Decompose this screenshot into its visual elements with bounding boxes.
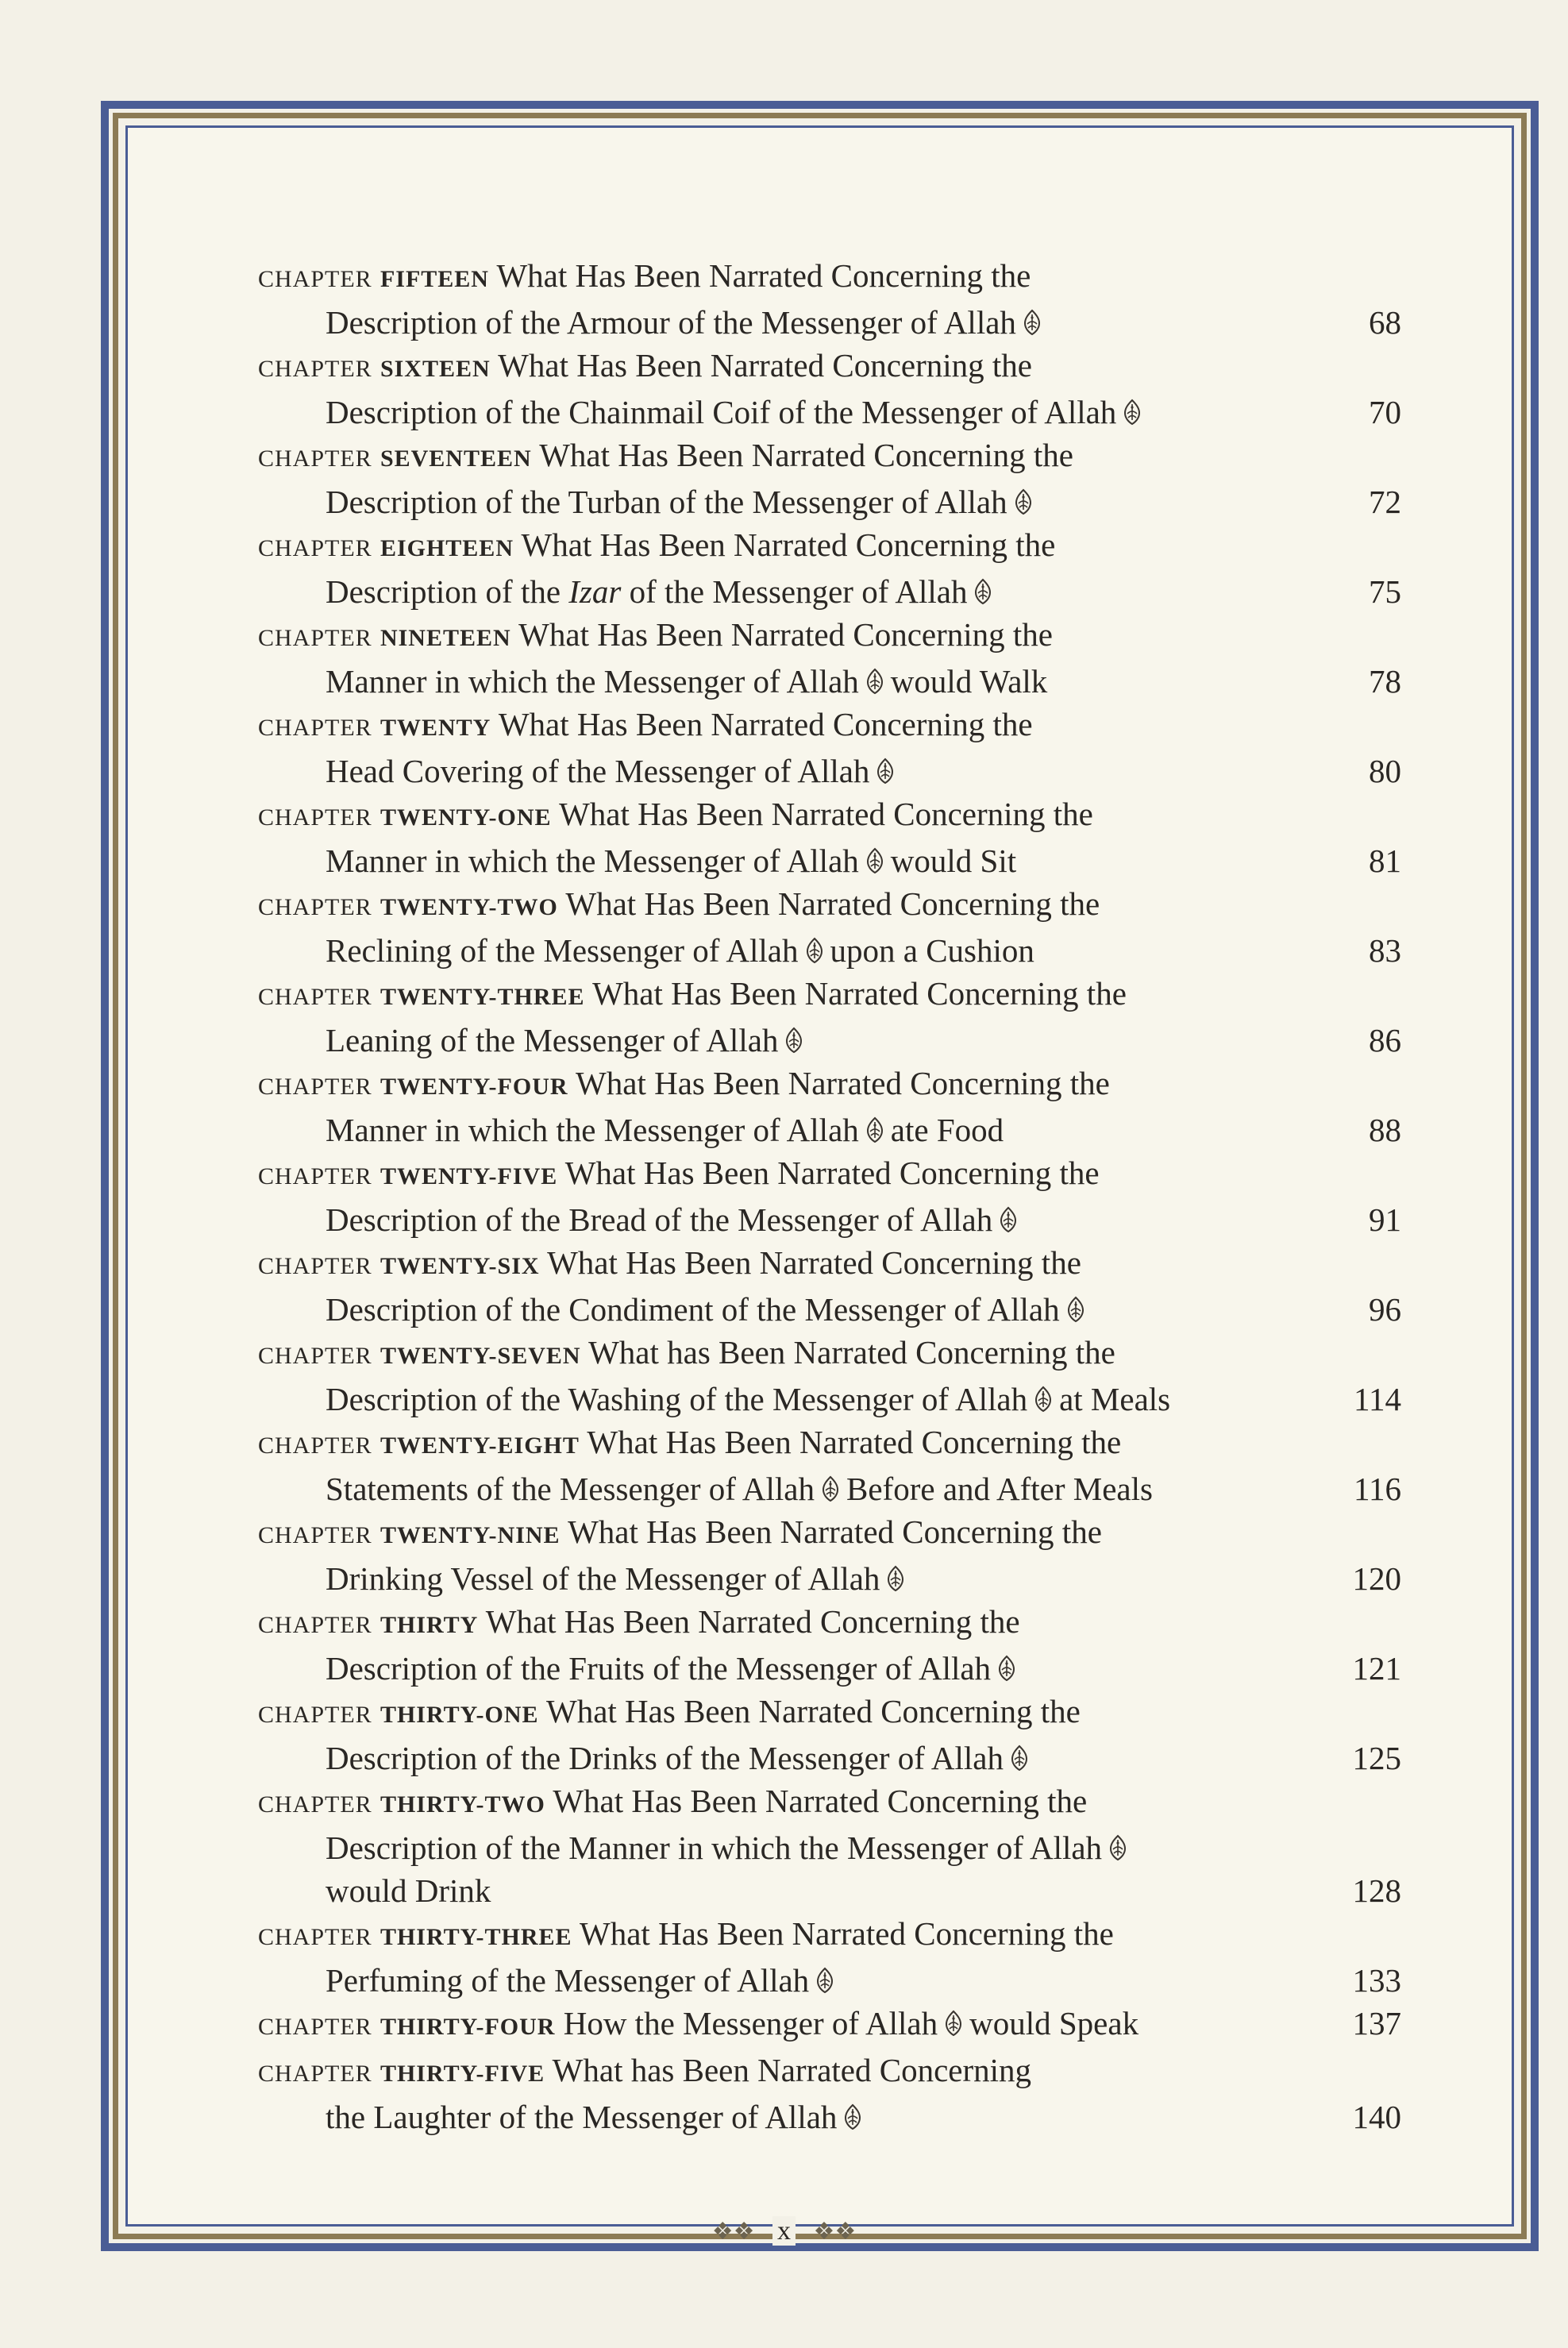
- chapter-number: TWENTY-FOUR: [379, 1074, 568, 1100]
- chapter-title-text: Description of the Manner in which the Messenger of Allah: [326, 1829, 1103, 1866]
- page-number: x: [772, 2216, 796, 2246]
- chapter-title-text: would Sit: [890, 842, 1017, 879]
- chapter-label: CHAPTER: [258, 1612, 372, 1638]
- chapter-number: TWENTY-THREE: [379, 984, 585, 1010]
- honorific-symbol-icon: [840, 2103, 865, 2131]
- chapter-title-text: Drinking Vessel of the Messenger of Allah: [326, 1560, 880, 1597]
- chapter-title-line: [258, 839, 1401, 882]
- honorific-symbol-icon: [996, 1205, 1021, 1234]
- chapter-title-text: Manner in which the Messenger of Allah: [326, 842, 859, 879]
- chapter-number: THIRTY: [379, 1612, 479, 1638]
- toc-entry[interactable]: [258, 1151, 1401, 1241]
- chapter-label: CHAPTER: [258, 1791, 372, 1818]
- chapter-title-text: Before and After Meals: [846, 1471, 1153, 1507]
- chapter-number: TWENTY-NINE: [379, 1522, 561, 1548]
- honorific-symbol-icon: [1007, 1744, 1032, 1772]
- chapter-heading-line: [258, 523, 1401, 570]
- page-number: 83: [1369, 932, 1401, 969]
- chapter-heading-line: [258, 792, 1401, 839]
- page-number: 125: [1352, 1740, 1401, 1776]
- page-number: 72: [1369, 484, 1401, 520]
- honorific-symbol-icon: [818, 1475, 843, 1503]
- chapter-title: What Has Been Narrated Concerning the: [539, 437, 1074, 473]
- chapter-number: EIGHTEEN: [379, 535, 514, 561]
- chapter-title: What Has Been Narrated Concerning the: [564, 1155, 1100, 1191]
- toc-entry[interactable]: [258, 2002, 1401, 2049]
- chapter-title: What has Been Narrated Concerning: [552, 2052, 1032, 2088]
- honorific-symbol-icon: [941, 2009, 966, 2038]
- page-number: 114: [1354, 1381, 1401, 1417]
- chapter-number: THIRTY-FIVE: [379, 2061, 545, 2087]
- chapter-title-text: Manner in which the Messenger of Allah: [326, 663, 859, 700]
- chapter-title-line: [258, 1288, 1401, 1331]
- chapter-heading-line: [258, 1151, 1401, 1198]
- chapter-label: CHAPTER: [258, 1253, 372, 1279]
- chapter-title-continued: would Speak: [969, 2005, 1139, 2041]
- chapter-title-text: Description of the: [326, 573, 569, 610]
- chapter-title-text: Description of the Armour of the Messenger of Allah: [326, 304, 1016, 341]
- chapter-title: What has Been Narrated Concerning the: [588, 1334, 1115, 1371]
- honorific-symbol-icon: [1019, 308, 1045, 337]
- toc-entry[interactable]: [258, 792, 1401, 882]
- toc-entry[interactable]: [258, 613, 1401, 703]
- chapter-number: SEVENTEEN: [379, 445, 532, 472]
- chapter-number: TWENTY-FIVE: [379, 1163, 558, 1189]
- chapter-label: CHAPTER: [258, 535, 372, 561]
- page-number: 121: [1352, 1650, 1401, 1687]
- toc-entry[interactable]: [258, 1912, 1401, 2002]
- honorific-symbol-icon: [994, 1654, 1019, 1683]
- page-number: 88: [1369, 1112, 1401, 1148]
- chapter-title: What Has Been Narrated Concerning the: [496, 257, 1031, 294]
- chapter-title-text: ate Food: [890, 1112, 1004, 1148]
- chapter-heading-line: [258, 972, 1401, 1019]
- chapter-title-text: Perfuming of the Messenger of Allah: [326, 1962, 810, 1999]
- chapter-title: What Has Been Narrated Concerning the: [568, 1513, 1102, 1550]
- chapter-title-line: [258, 1826, 1401, 1869]
- chapter-title-line: [258, 1198, 1401, 1241]
- toc-entry[interactable]: [258, 972, 1401, 1062]
- toc-entry[interactable]: [258, 1690, 1401, 1779]
- page-number: 133: [1352, 1962, 1401, 1999]
- chapter-title: What Has Been Narrated Concerning the: [553, 1783, 1088, 1819]
- chapter-heading-line: [258, 1690, 1401, 1737]
- chapter-heading-line: [258, 1331, 1401, 1378]
- chapter-title: What Has Been Narrated Concerning the: [576, 1065, 1110, 1101]
- page-number: 128: [1352, 1872, 1401, 1909]
- chapter-title-line: [258, 301, 1401, 344]
- toc-entry[interactable]: [258, 1779, 1401, 1912]
- chapter-title-line: [258, 391, 1401, 434]
- chapter-title-text: would Drink: [326, 1872, 491, 1909]
- chapter-label: CHAPTER: [258, 1163, 372, 1189]
- honorific-symbol-icon: [1105, 1833, 1131, 1862]
- chapter-label: CHAPTER: [258, 2061, 372, 2087]
- toc-entry[interactable]: [258, 344, 1401, 434]
- chapter-title: What Has Been Narrated Concerning the: [498, 706, 1033, 742]
- chapter-title-line: [258, 2095, 1401, 2138]
- chapter-number: NINETEEN: [379, 625, 511, 651]
- chapter-number: THIRTY-FOUR: [379, 2014, 556, 2040]
- page-number: 120: [1352, 1560, 1401, 1597]
- page-number: 78: [1369, 663, 1401, 700]
- page-number: 140: [1352, 2099, 1401, 2135]
- chapter-title: What Has Been Narrated Concerning the: [485, 1603, 1020, 1640]
- chapter-number: TWENTY: [379, 715, 491, 741]
- chapter-title-text: Description of the Washing of the Messenger of Allah: [326, 1381, 1028, 1417]
- chapter-title: What Has Been Narrated Concerning the: [498, 347, 1032, 384]
- chapter-title-text: Description of the Drinks of the Messenger of Allah: [326, 1740, 1004, 1776]
- chapter-label: CHAPTER: [258, 1074, 372, 1100]
- chapter-title-line: [258, 1959, 1401, 2002]
- chapter-label: CHAPTER: [258, 1924, 372, 1950]
- chapter-title: What Has Been Narrated Concerning the: [592, 975, 1127, 1012]
- chapter-label: CHAPTER: [258, 356, 372, 382]
- toc-entry[interactable]: [258, 254, 1401, 344]
- chapter-number: TWENTY-TWO: [379, 894, 558, 920]
- chapter-title-text: would Walk: [890, 663, 1048, 700]
- chapter-heading-line: [258, 1600, 1401, 1647]
- chapter-title-line: [258, 1019, 1401, 1062]
- page-number: 81: [1369, 842, 1401, 879]
- chapter-heading-line: [258, 882, 1401, 929]
- chapter-title: What Has Been Narrated Concerning the: [580, 1915, 1114, 1952]
- chapter-title-text: Head Covering of the Messenger of Allah: [326, 753, 870, 789]
- toc-entry[interactable]: [258, 1510, 1401, 1600]
- honorific-symbol-icon: [802, 936, 827, 965]
- chapter-title-line: [258, 1737, 1401, 1779]
- toc-entry[interactable]: [258, 1331, 1401, 1421]
- honorific-symbol-icon: [970, 577, 996, 606]
- chapter-number: FIFTEEN: [379, 266, 489, 292]
- chapter-title: What Has Been Narrated Concerning the: [546, 1693, 1081, 1729]
- chapter-title-text: Manner in which the Messenger of Allah: [326, 1112, 859, 1148]
- chapter-label: CHAPTER: [258, 1432, 372, 1459]
- chapter-heading-line: [258, 703, 1401, 750]
- chapter-title-line: [258, 570, 1401, 613]
- chapter-label: CHAPTER: [258, 266, 372, 292]
- chapter-number: THIRTY-TWO: [379, 1791, 545, 1818]
- chapter-title-text: of the Messenger of Allah: [621, 573, 968, 610]
- chapter-heading-line: [258, 1241, 1401, 1288]
- honorific-symbol-icon: [1119, 398, 1145, 426]
- page-number: 68: [1369, 304, 1401, 341]
- chapter-label: CHAPTER: [258, 2014, 372, 2040]
- chapter-title: How the Messenger of Allah: [563, 2005, 938, 2041]
- honorific-symbol-icon: [862, 667, 888, 696]
- chapter-title-text: the Laughter of the Messenger of Allah: [326, 2099, 838, 2135]
- chapter-title: What Has Been Narrated Concerning the: [565, 885, 1100, 922]
- chapter-heading-line: [258, 344, 1401, 391]
- chapter-title-line: [258, 750, 1401, 792]
- chapter-heading-line: [258, 1779, 1401, 1826]
- page-number: 80: [1369, 753, 1401, 789]
- chapter-label: CHAPTER: [258, 1522, 372, 1548]
- left-ornament-icon: ❖❖: [711, 2219, 755, 2245]
- table-of-contents: [258, 254, 1401, 2138]
- honorific-symbol-icon: [883, 1564, 908, 1593]
- chapter-number: SIXTEEN: [379, 356, 491, 382]
- chapter-title: What Has Been Narrated Concerning the: [518, 616, 1053, 653]
- chapter-heading-line: [258, 1510, 1401, 1557]
- page-footer: [0, 2215, 1568, 2248]
- honorific-symbol-icon: [862, 846, 888, 875]
- chapter-title-text: Leaning of the Messenger of Allah: [326, 1022, 779, 1058]
- chapter-title-text: Description of the Condiment of the Messenger of Allah: [326, 1291, 1060, 1328]
- chapter-label: CHAPTER: [258, 984, 372, 1010]
- chapter-title: What Has Been Narrated Concerning the: [547, 1244, 1081, 1281]
- page-number: 96: [1369, 1291, 1401, 1328]
- chapter-heading-line: [258, 1062, 1401, 1108]
- toc-entry[interactable]: [258, 523, 1401, 613]
- chapter-heading-line: [258, 1421, 1401, 1467]
- page-number: 70: [1369, 394, 1401, 430]
- chapter-title-text: Description of the Chainmail Coif of the Messenger of Allah: [326, 394, 1117, 430]
- chapter-number: THIRTY-ONE: [379, 1702, 539, 1728]
- toc-entry[interactable]: [258, 2049, 1401, 2138]
- honorific-symbol-icon: [1011, 488, 1036, 516]
- toc-entry[interactable]: [258, 1600, 1401, 1690]
- page-number: 75: [1369, 573, 1401, 610]
- chapter-title-line: [258, 480, 1401, 523]
- chapter-number: TWENTY-SEVEN: [379, 1343, 581, 1369]
- chapter-title-line: [258, 1378, 1401, 1421]
- page-number: 137: [1352, 2005, 1401, 2041]
- chapter-heading-line: [258, 434, 1401, 480]
- toc-entry[interactable]: [258, 1421, 1401, 1510]
- chapter-title-text: Description of the Turban of the Messenger of Allah: [326, 484, 1007, 520]
- honorific-symbol-icon: [1031, 1385, 1056, 1413]
- toc-entry[interactable]: [258, 1241, 1401, 1331]
- honorific-symbol-icon: [812, 1966, 838, 1995]
- chapter-number: TWENTY-SIX: [379, 1253, 540, 1279]
- chapter-title: What Has Been Narrated Concerning the: [587, 1424, 1122, 1460]
- chapter-number: TWENTY-ONE: [379, 804, 552, 831]
- toc-entry[interactable]: [258, 434, 1401, 523]
- chapter-title: What Has Been Narrated Concerning the: [521, 526, 1056, 563]
- italic-term: Izar: [568, 573, 622, 610]
- chapter-title-text: Description of the Fruits of the Messenger of Allah: [326, 1650, 992, 1687]
- page-number: 116: [1354, 1471, 1401, 1507]
- toc-entry[interactable]: [258, 882, 1401, 972]
- honorific-symbol-icon: [862, 1116, 888, 1144]
- chapter-title-line: [258, 1467, 1401, 1510]
- chapter-title-line: [258, 1647, 1401, 1690]
- chapter-heading-line: [258, 1912, 1401, 1959]
- chapter-heading-line: [258, 2049, 1401, 2095]
- page-number: 86: [1369, 1022, 1401, 1058]
- right-ornament-icon: ❖❖: [813, 2219, 857, 2245]
- chapter-label: CHAPTER: [258, 804, 372, 831]
- chapter-title-text: upon a Cushion: [830, 932, 1034, 969]
- chapter-title-text: Description of the Bread of the Messenger of Allah: [326, 1201, 993, 1238]
- honorific-symbol-icon: [873, 757, 898, 785]
- chapter-label: CHAPTER: [258, 1343, 372, 1369]
- chapter-title-text: at Meals: [1059, 1381, 1171, 1417]
- toc-entry[interactable]: [258, 1062, 1401, 1151]
- chapter-label: CHAPTER: [258, 894, 372, 920]
- chapter-heading-line: [258, 254, 1401, 301]
- chapter-label: CHAPTER: [258, 715, 372, 741]
- chapter-number: TWENTY-EIGHT: [379, 1432, 580, 1459]
- honorific-symbol-icon: [1063, 1295, 1088, 1324]
- page-number: 91: [1369, 1201, 1401, 1238]
- chapter-label: CHAPTER: [258, 445, 372, 472]
- chapter-heading-line: [258, 2002, 1401, 2049]
- chapter-label: CHAPTER: [258, 1702, 372, 1728]
- chapter-title: What Has Been Narrated Concerning the: [559, 796, 1093, 832]
- toc-entry[interactable]: [258, 703, 1401, 792]
- chapter-title-text: Statements of the Messenger of Allah: [326, 1471, 815, 1507]
- chapter-label: CHAPTER: [258, 625, 372, 651]
- chapter-title-line: [258, 1869, 1401, 1912]
- chapter-title-line: [258, 660, 1401, 703]
- honorific-symbol-icon: [781, 1026, 807, 1054]
- chapter-heading-line: [258, 613, 1401, 660]
- chapter-title-line: [258, 929, 1401, 972]
- chapter-number: THIRTY-THREE: [379, 1924, 572, 1950]
- chapter-title-line: [258, 1108, 1401, 1151]
- chapter-title-text: Reclining of the Messenger of Allah: [326, 932, 799, 969]
- chapter-title-line: [258, 1557, 1401, 1600]
